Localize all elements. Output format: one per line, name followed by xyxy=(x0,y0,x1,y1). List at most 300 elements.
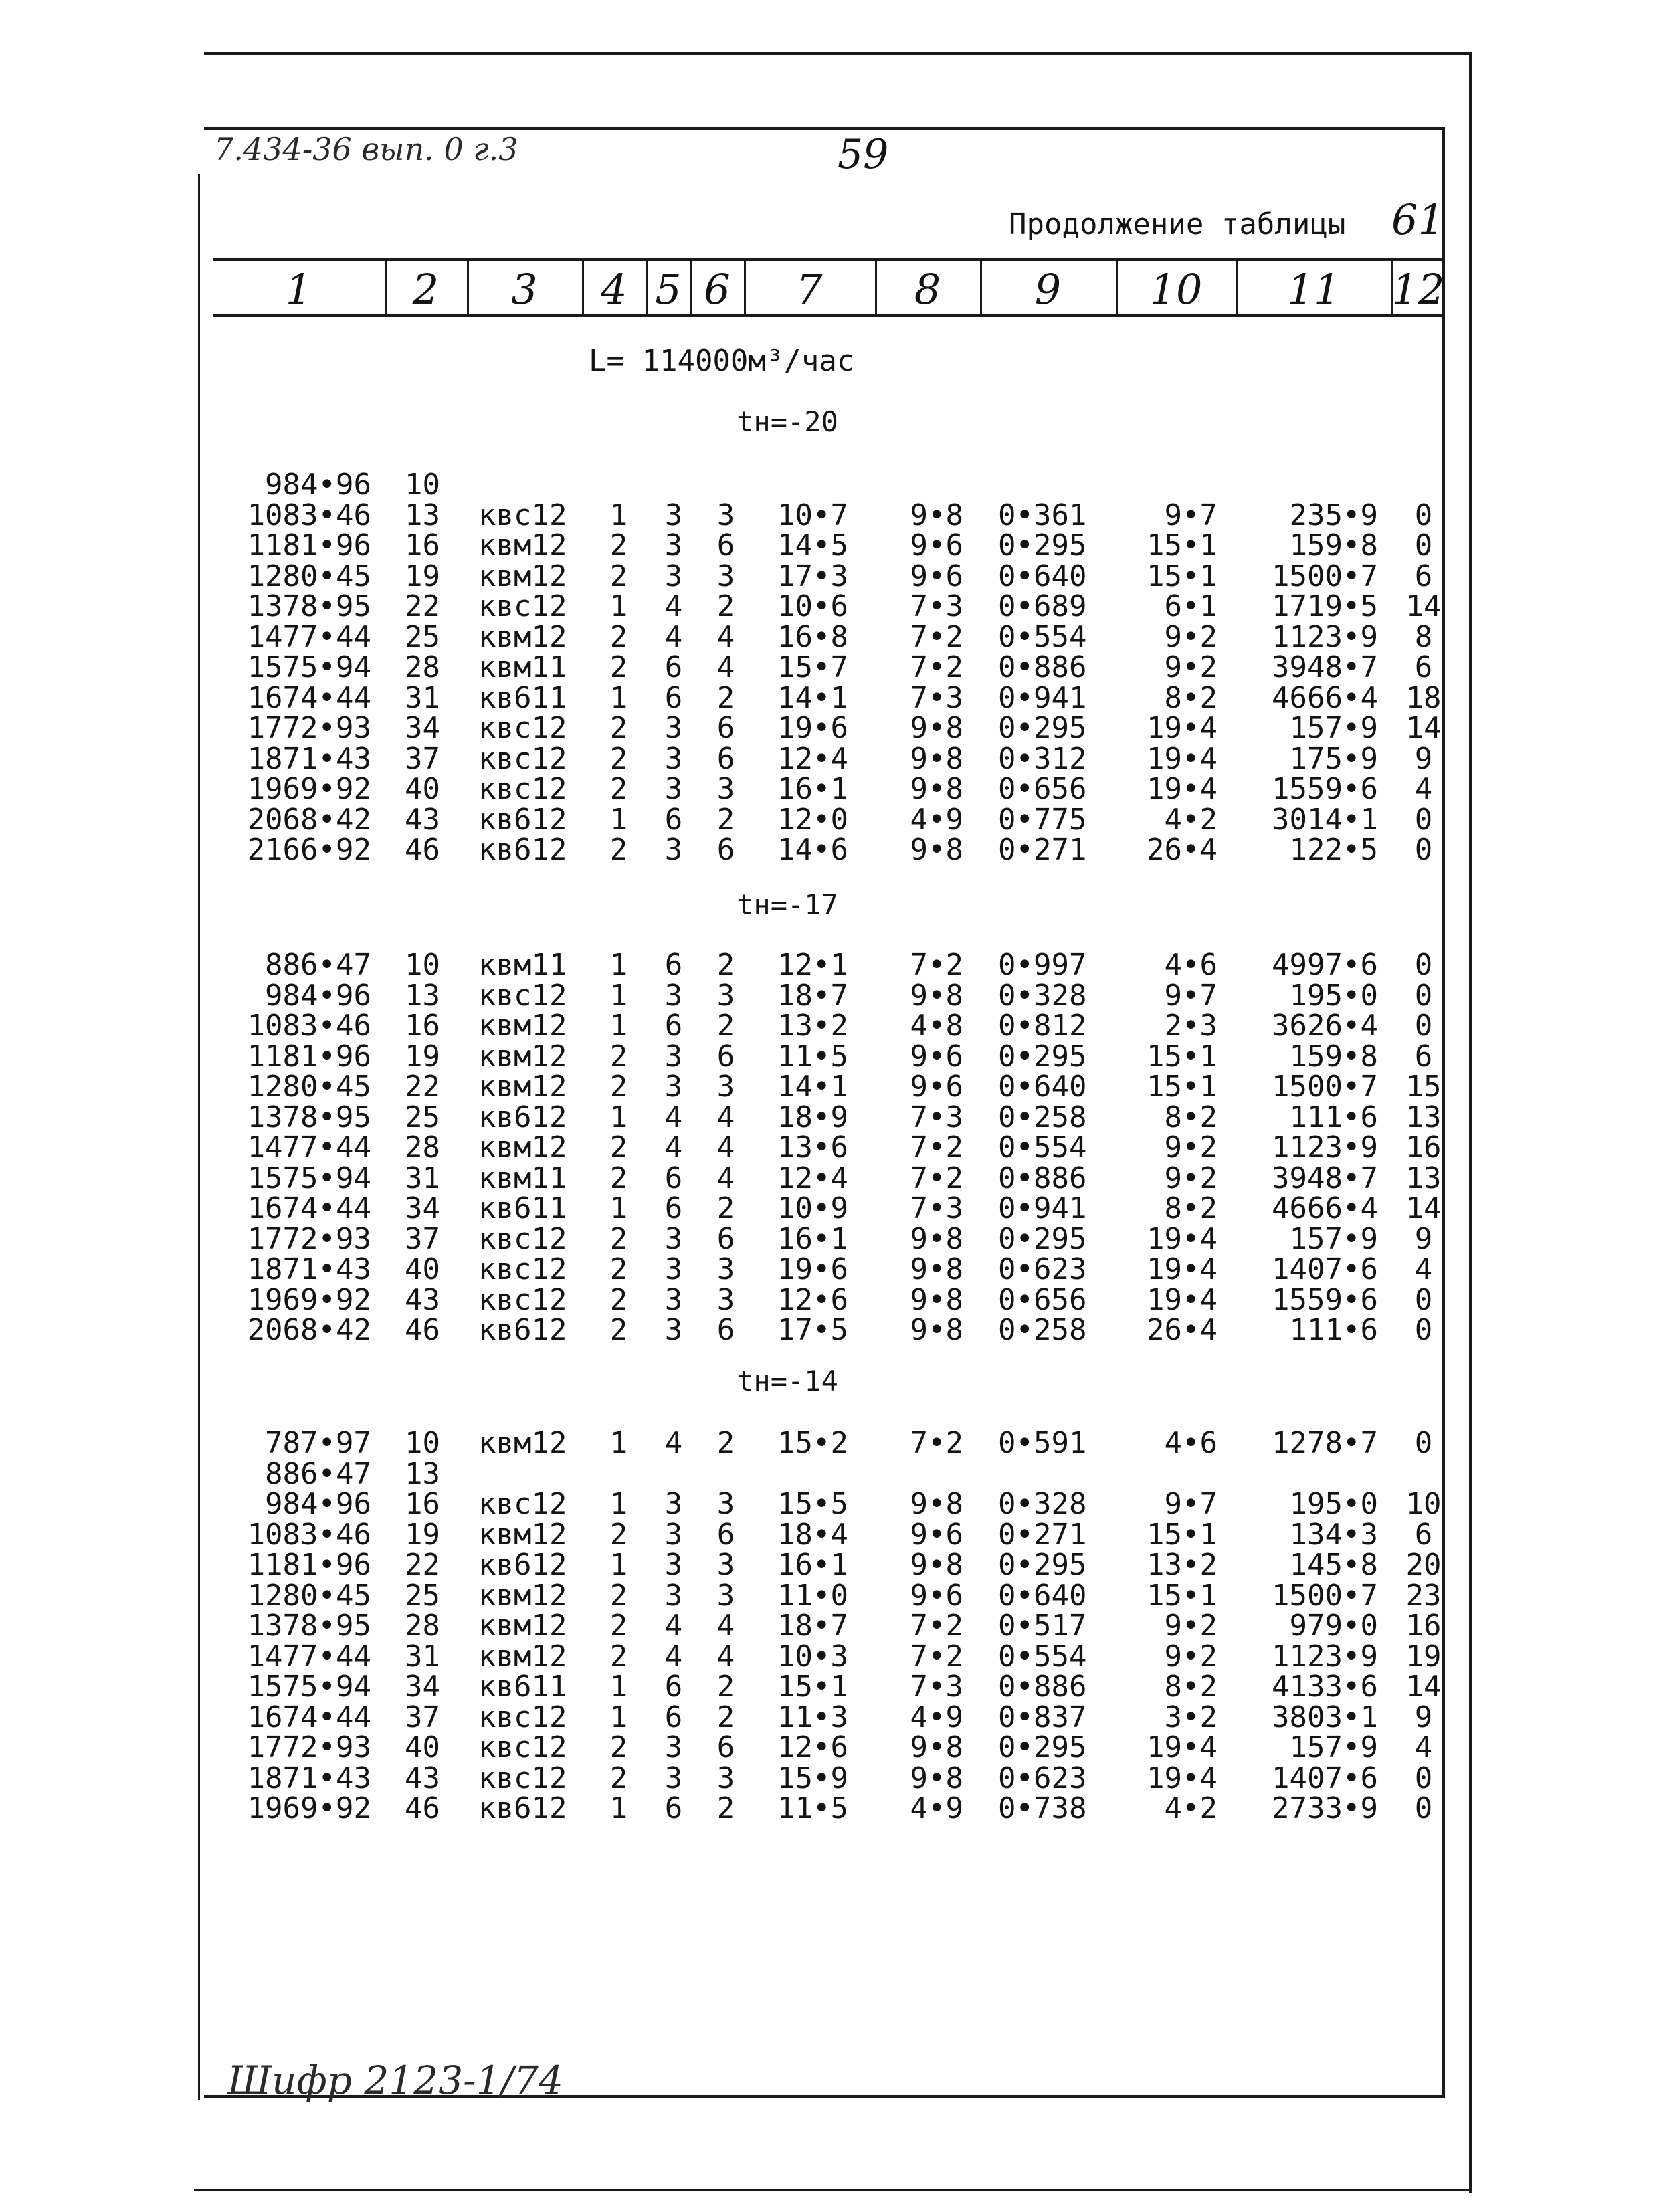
table-cell-col-8: 9•8 xyxy=(910,1548,963,1582)
table-cell-col-8: 9•8 xyxy=(910,498,963,532)
table-cell-col-7: 12•0 xyxy=(777,802,848,837)
table-cell-col-8: 7•2 xyxy=(910,1161,963,1195)
table-cell-col-4: 2 xyxy=(609,619,628,654)
table-cell-col-12: 16 xyxy=(1405,1609,1442,1643)
table-cell-col-1: 1477•44 xyxy=(247,1130,371,1165)
table-cell-col-8: 9•8 xyxy=(910,833,963,867)
table-cell-col-10: 26•4 xyxy=(1147,833,1217,867)
table-row xyxy=(0,1428,1659,1459)
table-cell-col-10: 9•2 xyxy=(1164,1609,1217,1643)
table-cell-col-3: квс12 xyxy=(478,772,567,806)
table-cell-col-12: 0 xyxy=(1414,802,1433,837)
table-cell-col-7: 15•1 xyxy=(777,1670,848,1704)
table-cell-col-6: 4 xyxy=(716,1100,735,1134)
table-cell-col-8: 9•8 xyxy=(910,1282,963,1317)
table-cell-col-10: 15•1 xyxy=(1147,559,1217,593)
table-cell-col-2: 25 xyxy=(405,1578,440,1613)
table-cell-col-9: 0•295 xyxy=(998,528,1087,563)
column-header-2: 2 xyxy=(412,265,440,314)
table-cell-col-5: 3 xyxy=(664,772,683,806)
table-cell-col-12: 0 xyxy=(1414,833,1433,867)
table-cell-col-12: 13 xyxy=(1405,1100,1442,1134)
table-cell-col-12: 6 xyxy=(1414,1039,1433,1074)
table-cell-col-11: 2733•9 xyxy=(1272,1791,1378,1825)
table-cell-col-1: 1674•44 xyxy=(247,1700,371,1734)
table-cell-col-4: 2 xyxy=(609,1161,628,1195)
table-cell-col-7: 19•6 xyxy=(777,1252,848,1286)
table-cell-col-11: 4666•4 xyxy=(1272,680,1378,715)
table-cell-col-2: 28 xyxy=(405,1130,440,1165)
table-cell-col-4: 2 xyxy=(609,1609,628,1643)
table-cell-col-6: 4 xyxy=(716,619,735,654)
table-cell-col-11: 195•0 xyxy=(1289,1487,1378,1521)
table-cell-col-4: 2 xyxy=(609,741,628,776)
table-cell-col-5: 3 xyxy=(664,741,683,776)
table-cell-col-7: 10•7 xyxy=(777,498,848,532)
table-cell-col-7: 15•7 xyxy=(777,650,848,684)
table-cell-col-6: 6 xyxy=(716,1730,735,1765)
table-cell-col-10: 19•4 xyxy=(1147,1730,1217,1765)
table-cell-col-10: 13•2 xyxy=(1147,1548,1217,1582)
table-cell-col-8: 9•8 xyxy=(910,1313,963,1347)
table-cell-col-2: 28 xyxy=(405,1609,440,1643)
table-cell-col-5: 3 xyxy=(664,833,683,867)
table-cell-col-9: 0•295 xyxy=(998,1221,1087,1256)
table-cell-col-8: 7•2 xyxy=(910,1639,963,1674)
table-cell-col-6: 3 xyxy=(716,978,735,1013)
table-row xyxy=(0,1611,1659,1641)
table-cell-col-5: 6 xyxy=(664,948,683,982)
table-row xyxy=(0,1102,1659,1133)
table-cell-col-9: 0•640 xyxy=(998,1578,1087,1613)
table-cell-col-12: 13 xyxy=(1405,1161,1442,1195)
table-cell-col-12: 19 xyxy=(1405,1639,1442,1674)
table-cell-col-12: 4 xyxy=(1414,1252,1433,1286)
table-cell-col-4: 1 xyxy=(609,680,628,715)
table-cell-col-3: квм12 xyxy=(478,1639,567,1674)
table-cell-col-4: 1 xyxy=(609,1791,628,1825)
table-cell-col-2: 31 xyxy=(405,1639,440,1674)
frame-top-line xyxy=(204,52,1472,55)
table-cell-col-1: 1772•93 xyxy=(247,1730,371,1765)
table-cell-col-11: 159•8 xyxy=(1289,1039,1378,1074)
table-cell-col-2: 40 xyxy=(405,1252,440,1286)
table-cell-col-3: квс12 xyxy=(478,741,567,776)
header-top-rule xyxy=(213,258,1445,261)
table-cell-col-5: 3 xyxy=(664,1578,683,1613)
table-cell-col-11: 1123•9 xyxy=(1272,1130,1378,1165)
table-cell-col-10: 3•2 xyxy=(1164,1700,1217,1734)
table-cell-col-7: 18•7 xyxy=(777,978,848,1013)
column-header-11: 11 xyxy=(1287,265,1341,314)
table-cell-col-9: 0•328 xyxy=(998,978,1087,1013)
table-cell-col-7: 11•5 xyxy=(777,1791,848,1825)
table-cell-col-12: 0 xyxy=(1414,1761,1433,1795)
table-row xyxy=(0,591,1659,622)
column-header-6: 6 xyxy=(704,265,730,314)
table-row xyxy=(0,1132,1659,1163)
table-cell-col-11: 1123•9 xyxy=(1272,619,1378,654)
table-cell-col-2: 16 xyxy=(405,528,440,563)
table-cell-col-6: 3 xyxy=(716,1548,735,1582)
table-cell-col-10: 2•3 xyxy=(1164,1009,1217,1043)
table-cell-col-7: 11•5 xyxy=(777,1039,848,1074)
table-cell-col-2: 37 xyxy=(405,741,440,776)
table-cell-col-2: 37 xyxy=(405,1700,440,1734)
table-cell-col-11: 1278•7 xyxy=(1272,1426,1378,1460)
table-cell-col-12: 8 xyxy=(1414,619,1433,654)
table-cell-col-12: 14 xyxy=(1405,589,1442,623)
table-cell-col-5: 6 xyxy=(664,1009,683,1043)
inner-frame-top-line xyxy=(204,127,1445,130)
table-cell-col-4: 2 xyxy=(609,1252,628,1286)
table-cell-col-11: 1407•6 xyxy=(1272,1761,1378,1795)
table-cell-col-1: 886•47 xyxy=(265,1456,371,1491)
table-cell-col-4: 1 xyxy=(609,978,628,1013)
table-cell-col-6: 2 xyxy=(716,1191,735,1225)
table-cell-col-7: 19•6 xyxy=(777,711,848,745)
table-cell-col-1: 1772•93 xyxy=(247,711,371,745)
table-cell-col-4: 2 xyxy=(609,650,628,684)
table-cell-col-3: квс12 xyxy=(478,1252,567,1286)
table-cell-col-7: 15•2 xyxy=(777,1426,848,1460)
table-cell-col-10: 4•6 xyxy=(1164,948,1217,982)
table-cell-col-6: 3 xyxy=(716,1282,735,1317)
table-cell-col-4: 2 xyxy=(609,1313,628,1347)
table-cell-col-5: 4 xyxy=(664,1639,683,1674)
table-cell-col-12: 23 xyxy=(1405,1578,1442,1613)
table-cell-col-11: 3803•1 xyxy=(1272,1700,1378,1734)
table-cell-col-9: 0•689 xyxy=(998,589,1087,623)
table-cell-col-1: 1969•92 xyxy=(247,772,371,806)
table-cell-col-5: 6 xyxy=(664,650,683,684)
table-cell-col-11: 3014•1 xyxy=(1272,802,1378,837)
table-cell-col-8: 7•3 xyxy=(910,1191,963,1225)
table-cell-col-12: 0 xyxy=(1414,1426,1433,1460)
table-cell-col-6: 6 xyxy=(716,528,735,563)
table-cell-col-6: 3 xyxy=(716,1761,735,1795)
table-cell-col-7: 14•5 xyxy=(777,528,848,563)
table-cell-col-3: квм12 xyxy=(478,619,567,654)
table-cell-col-8: 9•6 xyxy=(910,559,963,593)
table-cell-col-9: 0•591 xyxy=(998,1426,1087,1460)
table-cell-col-10: 15•1 xyxy=(1147,1070,1217,1104)
table-cell-col-8: 7•3 xyxy=(910,1670,963,1704)
table-cell-col-1: 2068•42 xyxy=(247,1313,371,1347)
header-bottom-rule xyxy=(213,314,1445,317)
table-cell-col-3: кв612 xyxy=(478,833,567,867)
table-row xyxy=(0,530,1659,561)
table-row xyxy=(0,561,1659,592)
table-cell-col-10: 15•1 xyxy=(1147,1039,1217,1074)
table-cell-col-3: квм12 xyxy=(478,1130,567,1165)
table-cell-col-9: 0•886 xyxy=(998,1161,1087,1195)
table-number: 61 xyxy=(1391,195,1444,244)
table-cell-col-10: 19•4 xyxy=(1147,772,1217,806)
table-cell-col-12: 0 xyxy=(1414,1282,1433,1317)
table-cell-col-7: 18•9 xyxy=(777,1100,848,1134)
table-cell-col-5: 4 xyxy=(664,1130,683,1165)
table-cell-col-8: 7•3 xyxy=(910,680,963,715)
table-cell-col-3: кв612 xyxy=(478,1791,567,1825)
table-cell-col-10: 26•4 xyxy=(1147,1313,1217,1347)
table-cell-col-5: 3 xyxy=(664,1487,683,1521)
table-cell-col-3: кв612 xyxy=(478,802,567,837)
table-row xyxy=(0,1254,1659,1285)
table-cell-col-3: квм12 xyxy=(478,1009,567,1043)
table-cell-col-4: 1 xyxy=(609,948,628,982)
table-cell-col-1: 1181•96 xyxy=(247,528,371,563)
table-cell-col-4: 1 xyxy=(609,1487,628,1521)
table-cell-col-12: 20 xyxy=(1405,1548,1442,1582)
table-row xyxy=(0,774,1659,805)
table-cell-col-6: 2 xyxy=(716,1426,735,1460)
table-cell-col-12: 6 xyxy=(1414,650,1433,684)
table-cell-col-12: 0 xyxy=(1414,528,1433,563)
table-cell-col-2: 40 xyxy=(405,772,440,806)
table-row xyxy=(0,1763,1659,1794)
table-cell-col-9: 0•640 xyxy=(998,559,1087,593)
table-cell-col-12: 0 xyxy=(1414,1313,1433,1347)
table-cell-col-3: кв611 xyxy=(478,1191,567,1225)
table-row xyxy=(0,1011,1659,1041)
table-cell-col-3: квс12 xyxy=(478,1700,567,1734)
table-cell-col-11: 3626•4 xyxy=(1272,1009,1378,1043)
table-cell-col-6: 4 xyxy=(716,1161,735,1195)
table-cell-col-3: квм12 xyxy=(478,559,567,593)
table-cell-col-5: 3 xyxy=(664,1221,683,1256)
table-cell-col-10: 9•2 xyxy=(1164,1639,1217,1674)
table-cell-col-4: 1 xyxy=(609,802,628,837)
table-cell-col-4: 2 xyxy=(609,1517,628,1552)
table-cell-col-9: 0•554 xyxy=(998,619,1087,654)
table-cell-col-9: 0•295 xyxy=(998,1730,1087,1765)
flow-label: L= 114000м³/час xyxy=(589,344,855,378)
table-cell-col-5: 3 xyxy=(664,1730,683,1765)
table-cell-col-1: 1181•96 xyxy=(247,1548,371,1582)
table-cell-col-5: 3 xyxy=(664,978,683,1013)
table-cell-col-11: 1500•7 xyxy=(1272,559,1378,593)
table-cell-col-4: 2 xyxy=(609,1221,628,1256)
table-cell-col-5: 3 xyxy=(664,1517,683,1552)
table-cell-col-10: 15•1 xyxy=(1147,1517,1217,1552)
table-cell-col-9: 0•837 xyxy=(998,1700,1087,1734)
table-cell-col-3: квс12 xyxy=(478,1730,567,1765)
table-cell-col-10: 19•4 xyxy=(1147,1282,1217,1317)
table-cell-col-10: 6•1 xyxy=(1164,589,1217,623)
section-title: tн=-14 xyxy=(737,1365,838,1397)
table-cell-col-9: 0•886 xyxy=(998,1670,1087,1704)
table-cell-col-9: 0•271 xyxy=(998,833,1087,867)
table-cell-col-4: 2 xyxy=(609,833,628,867)
table-cell-col-2: 16 xyxy=(405,1487,440,1521)
table-cell-col-9: 0•941 xyxy=(998,1191,1087,1225)
table-cell-col-7: 10•3 xyxy=(777,1639,848,1674)
table-cell-col-10: 15•1 xyxy=(1147,1578,1217,1613)
table-cell-col-9: 0•775 xyxy=(998,802,1087,837)
table-cell-col-8: 4•9 xyxy=(910,1791,963,1825)
table-cell-col-10: 19•4 xyxy=(1147,711,1217,745)
table-cell-col-1: 1871•43 xyxy=(247,1761,371,1795)
table-cell-col-6: 2 xyxy=(716,1009,735,1043)
table-cell-col-1: 1871•43 xyxy=(247,741,371,776)
table-row xyxy=(0,1793,1659,1824)
table-cell-col-5: 3 xyxy=(664,1313,683,1347)
table-cell-col-1: 1083•46 xyxy=(247,498,371,532)
table-cell-col-8: 4•9 xyxy=(910,1700,963,1734)
table-cell-col-2: 40 xyxy=(405,1730,440,1765)
table-cell-col-4: 2 xyxy=(609,1639,628,1674)
table-cell-col-10: 19•4 xyxy=(1147,1252,1217,1286)
table-cell-col-2: 25 xyxy=(405,1100,440,1134)
table-cell-col-8: 9•8 xyxy=(910,711,963,745)
table-row xyxy=(0,619,1659,654)
table-cell-col-9: 0•258 xyxy=(998,1313,1087,1347)
table-cell-col-1: 1575•94 xyxy=(247,1161,371,1195)
table-cell-col-1: 984•96 xyxy=(265,468,371,502)
table-cell-col-5: 4 xyxy=(664,619,683,654)
table-row xyxy=(0,741,1659,776)
table-cell-col-11: 111•6 xyxy=(1289,1313,1378,1347)
table-row xyxy=(0,500,1659,531)
table-cell-col-6: 2 xyxy=(716,802,735,837)
table-cell-col-11: 1500•7 xyxy=(1272,1070,1378,1104)
table-cell-col-3: квс12 xyxy=(478,978,567,1013)
table-cell-col-7: 12•4 xyxy=(777,1161,848,1195)
table-cell-col-1: 1871•43 xyxy=(247,1252,371,1286)
table-cell-col-1: 1969•92 xyxy=(247,1791,371,1825)
table-cell-col-6: 4 xyxy=(716,650,735,684)
table-cell-col-1: 1674•44 xyxy=(247,680,371,715)
table-cell-col-5: 3 xyxy=(664,559,683,593)
table-cell-col-12: 6 xyxy=(1414,559,1433,593)
table-cell-col-7: 15•9 xyxy=(777,1761,848,1795)
table-cell-col-6: 3 xyxy=(716,1070,735,1104)
table-cell-col-1: 1280•45 xyxy=(247,1070,371,1104)
table-cell-col-2: 46 xyxy=(405,1791,440,1825)
table-row xyxy=(0,1072,1659,1102)
table-row xyxy=(0,713,1659,744)
table-cell-col-1: 1378•95 xyxy=(247,1609,371,1643)
table-cell-col-2: 37 xyxy=(405,1221,440,1256)
table-cell-col-6: 3 xyxy=(716,1487,735,1521)
table-cell-col-11: 3948•7 xyxy=(1272,650,1378,684)
table-cell-col-7: 16•1 xyxy=(777,1548,848,1582)
column-header-4: 4 xyxy=(601,265,627,314)
table-cell-col-3: квм12 xyxy=(478,1426,567,1460)
table-cell-col-2: 46 xyxy=(405,1313,440,1347)
table-cell-col-8: 9•8 xyxy=(910,978,963,1013)
table-cell-col-2: 22 xyxy=(405,589,440,623)
table-cell-col-7: 10•6 xyxy=(777,589,848,623)
table-cell-col-1: 1477•44 xyxy=(247,1639,371,1674)
section-title: tн=-20 xyxy=(737,405,838,438)
table-cell-col-12: 15 xyxy=(1405,1070,1442,1104)
table-cell-col-4: 2 xyxy=(609,559,628,593)
table-cell-col-3: квс12 xyxy=(478,1761,567,1795)
table-cell-col-7: 15•5 xyxy=(777,1487,848,1521)
table-cell-col-2: 43 xyxy=(405,1761,440,1795)
table-cell-col-2: 31 xyxy=(405,1161,440,1195)
table-cell-col-7: 14•1 xyxy=(777,1070,848,1104)
table-row xyxy=(0,1550,1659,1581)
footer-cipher: Шифр 2123-1/74 xyxy=(227,2057,563,2103)
table-row xyxy=(0,680,1659,715)
table-row xyxy=(0,1641,1659,1672)
table-cell-col-5: 3 xyxy=(664,528,683,563)
table-cell-col-8: 7•3 xyxy=(910,589,963,623)
table-cell-col-5: 6 xyxy=(664,1700,683,1734)
table-cell-col-3: квс12 xyxy=(478,1282,567,1317)
table-cell-col-9: 0•554 xyxy=(998,1130,1087,1165)
table-cell-col-7: 12•1 xyxy=(777,948,848,982)
table-cell-col-11: 111•6 xyxy=(1289,1100,1378,1134)
table-cell-col-3: кв612 xyxy=(478,1313,567,1347)
table-cell-col-8: 9•6 xyxy=(910,1070,963,1104)
table-cell-col-6: 4 xyxy=(716,1130,735,1165)
table-cell-col-1: 787•97 xyxy=(265,1426,371,1460)
table-cell-col-4: 2 xyxy=(609,1730,628,1765)
table-cell-col-4: 1 xyxy=(609,498,628,532)
table-cell-col-6: 3 xyxy=(716,559,735,593)
table-cell-col-2: 16 xyxy=(405,1009,440,1043)
table-cell-col-1: 1477•44 xyxy=(247,619,371,654)
table-cell-col-3: квм11 xyxy=(478,1161,567,1195)
table-cell-col-8: 7•2 xyxy=(910,948,963,982)
table-cell-col-6: 6 xyxy=(716,1039,735,1074)
table-cell-col-11: 4133•6 xyxy=(1272,1670,1378,1704)
table-cell-col-12: 9 xyxy=(1414,1221,1433,1256)
table-cell-col-11: 122•5 xyxy=(1289,833,1378,867)
table-cell-col-9: 0•295 xyxy=(998,1548,1087,1582)
table-cell-col-6: 6 xyxy=(716,1221,735,1256)
table-cell-col-9: 0•312 xyxy=(998,741,1087,776)
table-cell-col-3: кв612 xyxy=(478,1548,567,1582)
table-cell-col-11: 145•8 xyxy=(1289,1548,1378,1582)
table-cell-col-3: квс12 xyxy=(478,589,567,623)
table-cell-col-6: 2 xyxy=(716,680,735,715)
table-cell-col-2: 46 xyxy=(405,833,440,867)
table-cell-col-1: 1378•95 xyxy=(247,1100,371,1134)
table-cell-col-6: 6 xyxy=(716,1313,735,1347)
table-cell-col-1: 1772•93 xyxy=(247,1221,371,1256)
table-cell-col-8: 7•2 xyxy=(910,619,963,654)
table-cell-col-6: 3 xyxy=(716,772,735,806)
table-row xyxy=(0,1163,1659,1194)
table-cell-col-7: 14•1 xyxy=(777,680,848,715)
column-header-3: 3 xyxy=(511,265,538,314)
table-cell-col-6: 6 xyxy=(716,833,735,867)
table-cell-col-10: 8•2 xyxy=(1164,1670,1217,1704)
table-cell-col-12: 9 xyxy=(1414,1700,1433,1734)
table-cell-col-8: 7•2 xyxy=(910,1426,963,1460)
table-cell-col-12: 4 xyxy=(1414,1730,1433,1765)
table-cell-col-1: 1674•44 xyxy=(247,1191,371,1225)
page-bottom-line xyxy=(194,2189,1472,2191)
table-cell-col-12: 6 xyxy=(1414,1517,1433,1552)
table-cell-col-5: 6 xyxy=(664,1191,683,1225)
table-cell-col-4: 1 xyxy=(609,1548,628,1582)
table-cell-col-7: 16•1 xyxy=(777,772,848,806)
table-cell-col-11: 175•9 xyxy=(1289,741,1378,776)
table-cell-col-7: 16•8 xyxy=(777,619,848,654)
table-cell-col-7: 12•6 xyxy=(777,1282,848,1317)
table-row xyxy=(0,950,1659,981)
table-cell-col-10: 8•2 xyxy=(1164,680,1217,715)
table-cell-col-2: 25 xyxy=(405,619,440,654)
table-cell-col-5: 3 xyxy=(664,1039,683,1074)
table-cell-col-1: 1575•94 xyxy=(247,650,371,684)
